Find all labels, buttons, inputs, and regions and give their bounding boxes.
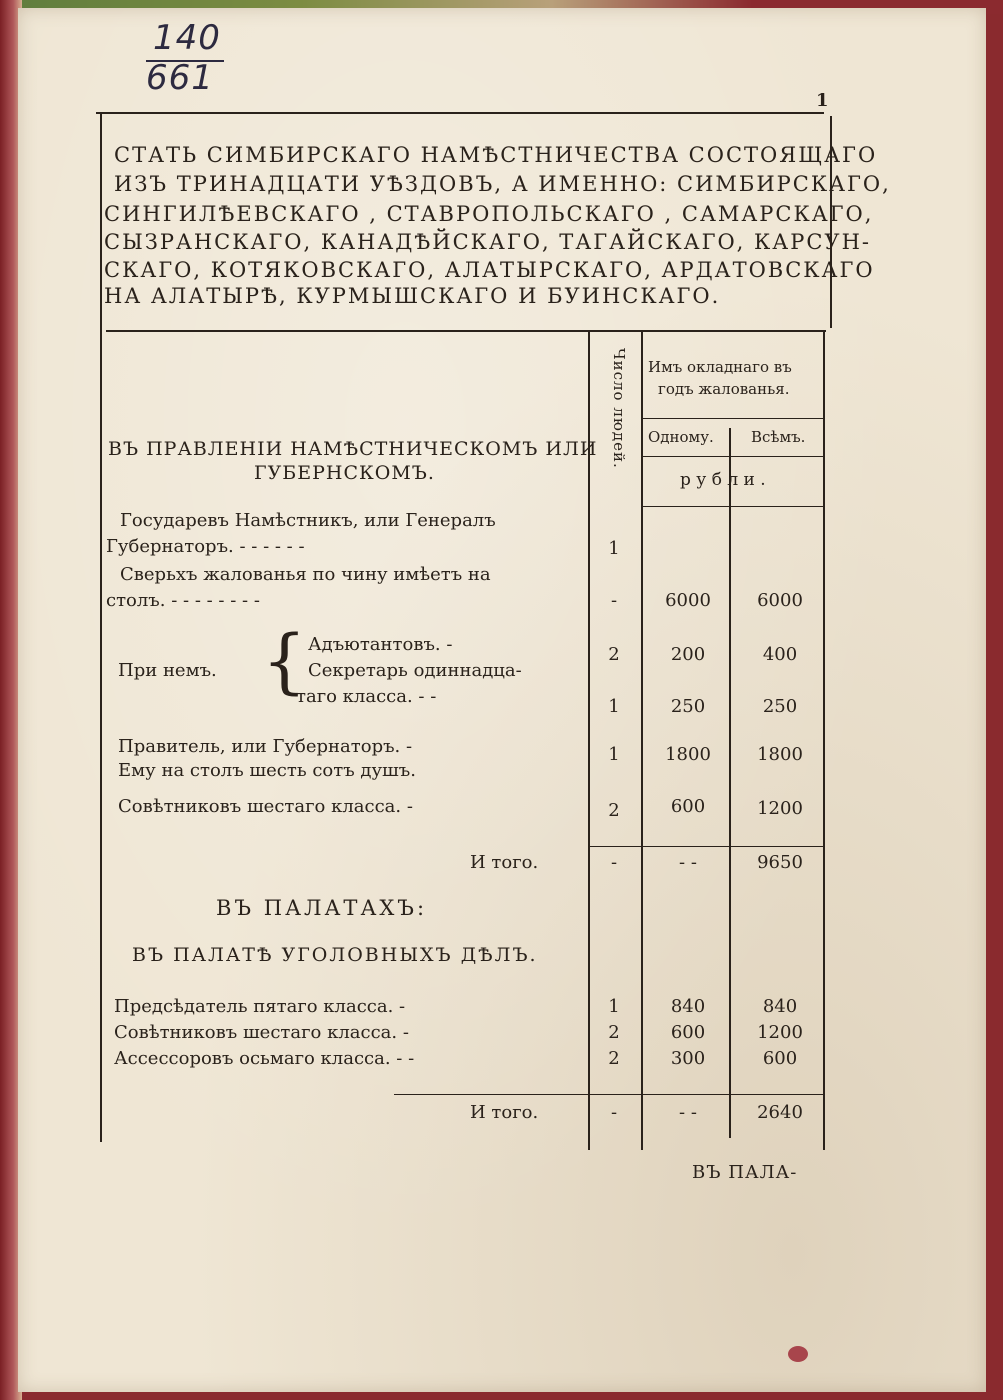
header-all: Всѣмъ.: [751, 428, 806, 446]
row-chairman-all: 840: [762, 996, 798, 1017]
title-top-rule: [96, 112, 824, 114]
section-1-title-line-1: ВЪ ПРАВЛЕНІИ НАМѢСТНИЧЕСКОМЪ ИЛИ: [108, 438, 598, 460]
header-one: Одному.: [648, 428, 714, 446]
row-councillors-all: 1200: [757, 798, 803, 819]
row-governor-general-count: 1: [608, 538, 620, 559]
pri-nem-item-secretary-line-2: таго класса. - -: [296, 686, 437, 707]
section-1-title-line-2: ГУБЕРНСКОМЪ.: [254, 462, 435, 484]
row-governor-general-line-1: Государевъ Намѣстникъ, или Генералъ: [120, 510, 496, 531]
row-councillors-2-all: 1200: [757, 1022, 803, 1043]
marginalia-number-1: 140: [153, 18, 221, 58]
total-1-rule: [590, 846, 823, 847]
total-2-all: 2640: [757, 1102, 803, 1123]
marginalia-number-2: 661: [146, 58, 214, 98]
table-top-rule: [106, 330, 826, 332]
total-2-count: -: [610, 1102, 618, 1123]
row-councillors-2-count: 2: [608, 1022, 620, 1043]
brace-icon: {: [262, 620, 307, 702]
row-assessors-text: Ассессоровъ осьмаго класса. - -: [114, 1048, 415, 1069]
row-governor-one: 1800: [665, 744, 711, 765]
row-chairman-one: 840: [670, 996, 706, 1017]
row-governor-count: 1: [608, 744, 620, 765]
header-rule-2: [643, 456, 823, 457]
total-2-label: И того.: [470, 1102, 539, 1123]
row-governor-general-line-2: Губернаторъ. - - - - - -: [106, 536, 305, 557]
catchword: ВЪ ПАЛА-: [692, 1162, 798, 1183]
pri-nem-item-secretary-line-1: Секретарь одиннадцa-: [308, 660, 522, 681]
header-rule-3: [643, 506, 823, 507]
column-rule-right: [823, 330, 825, 1150]
row-governor-all: 1800: [757, 744, 803, 765]
row-councillors-count: 2: [608, 800, 620, 821]
row-governor-line-1: Правитель, или Губернаторъ. -: [118, 736, 413, 757]
row-chairman-count: 1: [608, 996, 620, 1017]
row-table-allowance-all: 6000: [757, 590, 803, 611]
pri-nem-count-1: 2: [608, 644, 620, 665]
header-people-count: Число людей.: [610, 348, 628, 469]
left-border-rule: [100, 112, 102, 1142]
ink-stain: [788, 1346, 808, 1362]
row-chairman-text: Предсѣдатель пятаго класса. -: [114, 996, 406, 1017]
total-1-count: -: [610, 852, 618, 873]
row-assessors-all: 600: [762, 1048, 798, 1069]
pri-nem-one-2: 250: [670, 696, 706, 717]
pri-nem-all-2: 250: [762, 696, 798, 717]
title-line-4: СЫЗРАНСКАГО, КАНАДѢЙСКАГО, ТАГАЙСКАГО, КАРСУН-: [104, 230, 871, 254]
header-currency: р у б л и .: [680, 470, 766, 490]
row-councillors-one: 600: [670, 796, 706, 817]
pri-nem-all-1: 400: [762, 644, 798, 665]
header-salary-line-2: годъ жалованья.: [658, 380, 790, 398]
title-line-3: СИНГИЛѢЕВСКАГО , СТАВРОПОЛЬСКАГО , САМАРСКАГО,: [104, 202, 874, 226]
row-governor-line-2: Ему на столъ шесть сотъ душъ.: [118, 760, 416, 781]
pri-nem-one-1: 200: [670, 644, 706, 665]
title-line-1: СТАТЬ СИМБИРСКАГО НАМѢСТНИЧЕСТВА СОСТОЯЩАГО: [114, 143, 878, 167]
row-table-allowance-one: 6000: [665, 590, 711, 611]
total-1-label: И того.: [470, 852, 539, 873]
row-assessors-one: 300: [670, 1048, 706, 1069]
total-1-all: 9650: [757, 852, 803, 873]
row-table-allowance-line-1: Сверьхъ жалованья по чину имѣетъ на: [120, 564, 491, 585]
row-assessors-count: 2: [608, 1048, 620, 1069]
row-councillors-2-text: Совѣтниковъ шестаго класса. -: [114, 1022, 409, 1043]
total-2-rule: [394, 1094, 824, 1095]
section-2-title: ВЪ ПАЛАТАХЪ:: [216, 896, 428, 920]
title-line-5: СКАГО, КОТЯКОВСКАГО, АЛАТЫРСКАГО, АРДАТОВСКАГО: [104, 258, 875, 282]
page-number: 1: [816, 90, 829, 111]
row-table-allowance-count: -: [610, 590, 618, 611]
title-line-6: НА АЛАТЫРѢ, КУРМЫШСКАГО И БУИНСКАГО.: [104, 284, 721, 308]
header-rule-1: [643, 418, 823, 419]
book-page: [18, 8, 986, 1392]
header-salary-line-1: Имъ окладнаго въ: [648, 358, 792, 376]
section-2-subtitle: ВЪ ПАЛАТѢ УГОЛОВНЫХЪ ДѢЛЪ.: [132, 944, 538, 966]
pri-nem-count-2: 1: [608, 696, 620, 717]
row-councillors-line-1: Совѣтниковъ шестаго класса. -: [118, 796, 413, 817]
column-rule-one-all: [729, 428, 731, 1138]
pri-nem-label: При немъ.: [118, 660, 217, 681]
total-1-one: - -: [679, 852, 697, 873]
total-2-one: - -: [679, 1102, 697, 1123]
pri-nem-item-adjutants: Адъютантовъ. -: [308, 634, 453, 655]
row-councillors-2-one: 600: [670, 1022, 706, 1043]
row-table-allowance-line-2: столъ. - - - - - - - -: [106, 590, 260, 611]
title-line-2: ИЗЪ ТРИНАДЦАТИ УѢЗДОВЪ, А ИМЕННО: СИМБИРСКАГО,: [114, 172, 891, 196]
